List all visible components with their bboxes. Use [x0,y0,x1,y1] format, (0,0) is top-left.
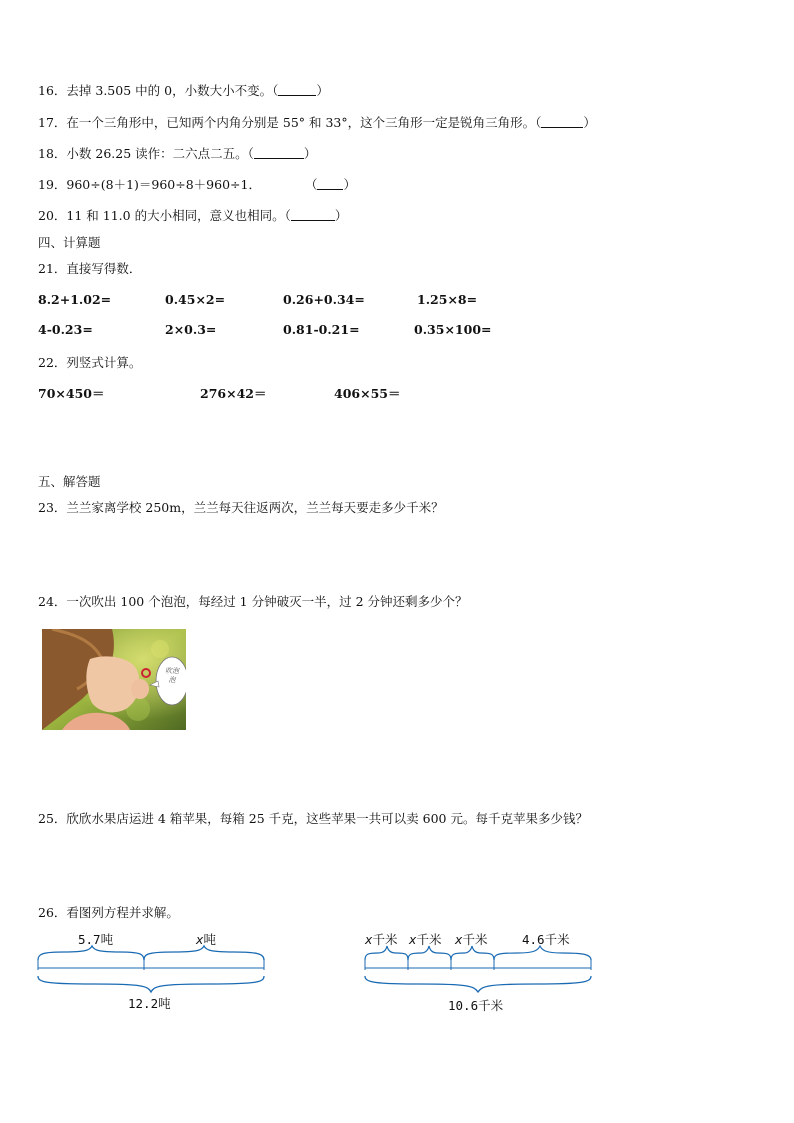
bubble-text: 吹泡泡 [165,667,179,684]
left-total-label: 12.2吨 [128,996,171,1011]
answer-blank[interactable] [317,177,343,190]
right-part4-label: 4.6千米 [522,932,570,947]
calc-item: 8.2+1.02= [38,292,112,307]
question-23 [38,500,444,516]
question-22 [38,355,141,371]
question-18: 18．小数 26.25 读作：二六点二五。（ ） [38,146,317,161]
calc-item: 1.25×8= [417,292,478,307]
question-19: 19．960÷(8＋1)＝960÷8＋960÷1． （ ） [38,177,356,192]
right-part1-label: x千米 [365,932,398,947]
question-text: 兰兰家离学校 250m，兰兰每天往返两次，兰兰每天要走多少千米？ [66,500,444,515]
question-text: 一次吹出 100 个泡泡，每经过 1 分钟破灭一半，过 2 分钟还剩多少个？ [66,594,468,609]
question-number: 25． [38,811,67,826]
question-text: 去掉 3.505 中的 0，小数大小不变。（ [66,83,279,98]
calc-item: 0.35×100= [414,322,492,337]
calc-item: 2×0.3= [165,322,217,337]
question-number: 22． [38,355,67,370]
calc-item: 0.26+0.34= [283,292,365,307]
question-21 [38,261,141,277]
right-segment-diagram [360,944,596,994]
left-part1-label: 5.7吨 [78,932,114,947]
question-number: 18． [38,146,67,161]
question-text: 小数 26.25 读作：二六点二五。（ [66,146,254,161]
question-text: 欣欣水果店运进 4 箱苹果，每箱 25 千克，这些苹果一共可以卖 600 元。每千克苹果多少钱？ [66,811,588,826]
vertical-calc-item: 276×42＝ [200,386,267,401]
question-number: 24． [38,594,67,609]
left-part2-label: x吨 [196,932,217,947]
left-segment-diagram [34,944,274,994]
question-25 [38,811,588,827]
question-number: 19． [38,177,67,192]
question-number: 26． [38,905,67,920]
question-20: 20．11 和 11.0 的大小相同，意义也相同。（ ） [38,208,348,223]
question-17: 17．在一个三角形中，已知两个内角分别是 55° 和 33°，这个三角形一定是锐角三角形。（ ） [38,115,596,130]
question-text: 看图列方程并求解。 [66,905,179,920]
question-24 [38,594,468,610]
calc-item: 0.81-0.21= [283,322,360,337]
calc-item: 0.45×2= [165,292,226,307]
vertical-calc-item: 70×450＝ [38,386,105,401]
question-text: 直接写得数． [66,261,142,276]
question-number: 21． [38,261,67,276]
question-text: 在一个三角形中，已知两个内角分别是 55° 和 33°，这个三角形一定是锐角三角形。（ [66,115,542,130]
answer-blank[interactable] [541,115,583,128]
right-part3-label: x千米 [455,932,488,947]
question-text: 11 和 11.0 的大小相同，意义也相同。（ [66,208,291,223]
girl-blowing-bubbles-photo [42,629,186,730]
question-number: 16． [38,83,67,98]
section-heading-5: 五、解答题 [38,474,101,489]
question-text: 960÷(8＋1)＝960÷8＋960÷1． [66,177,261,192]
question-16: 16．去掉 3.505 中的 0，小数大小不变。（ ） [38,83,329,98]
right-total-label: 10.6千米 [448,998,504,1013]
question-text: 列竖式计算。 [66,355,142,370]
right-part2-label: x千米 [409,932,442,947]
section-heading-4: 四、计算题 [38,235,101,250]
question-number: 20． [38,208,67,223]
answer-blank[interactable] [254,146,304,159]
question-number: 23． [38,500,67,515]
answer-blank[interactable] [291,208,335,221]
answer-blank[interactable] [278,83,316,96]
vertical-calc-item: 406×55＝ [334,386,401,401]
calc-item: 4-0.23= [38,322,93,337]
question-number: 17． [38,115,67,130]
question-26 [38,905,179,921]
